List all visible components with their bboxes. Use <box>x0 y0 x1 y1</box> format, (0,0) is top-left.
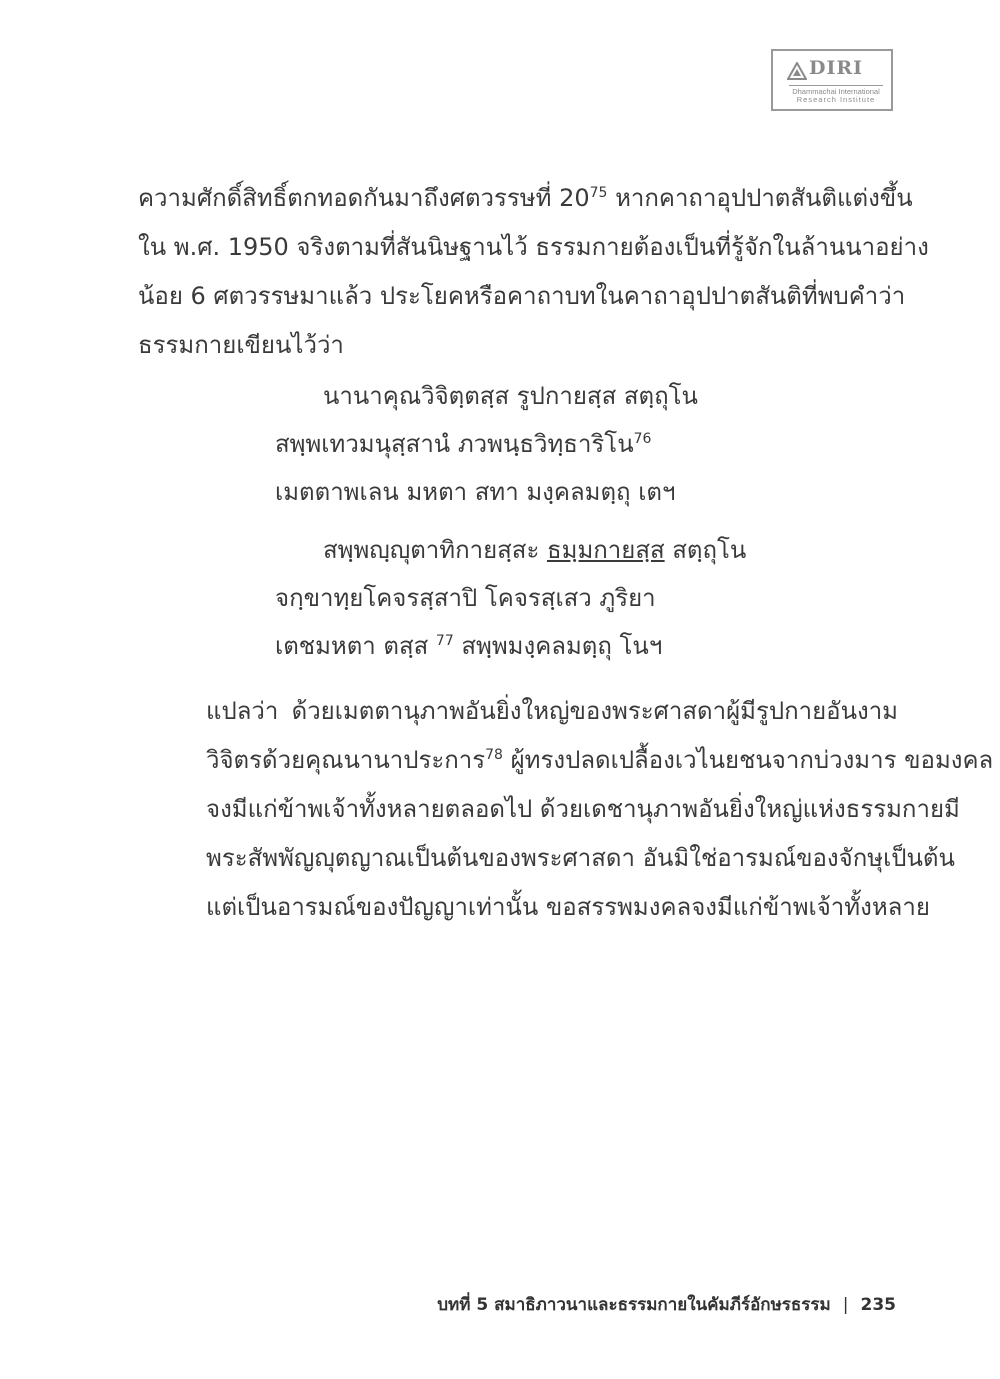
underlined-term: ธมฺมกายสฺส <box>546 536 665 564</box>
verse-1-line-1: นานาคุณวิจิตฺตสฺส รูปกายสฺส สตฺถุโน <box>323 382 698 410</box>
page-footer <box>437 1291 896 1318</box>
footnote-ref-76[interactable]: 76 <box>633 431 652 447</box>
paragraph-2 <box>138 687 994 932</box>
paragraph-2-line-4: พระสัพพัญญุตญาณเป็นต้นของพระศาสดา อันมิใช่อารมณ์ของจักษุเป็นต้น <box>206 844 955 872</box>
logo-name: DIRI <box>809 57 864 79</box>
logo-subtitle-1: Dhammachai International <box>789 85 883 96</box>
logo-subtitle-2: Research Institute <box>796 95 876 104</box>
paragraph-1-line-3: น้อย 6 ศตวรรษมาแล้ว ประโยคหรือคาถาบทในคาถาอุปปาตสันติที่พบคำว่า <box>138 282 906 310</box>
paragraph-1 <box>138 174 929 370</box>
footnote-ref-77[interactable]: 77 <box>435 633 454 649</box>
verse-2-line-2: จกฺขาทฺยโคจรสฺสาปิ โคจรสฺเสว ภูริยา <box>275 584 656 612</box>
paragraph-2-line-3: จงมีแก่ข้าพเจ้าทั้งหลายตลอดไป ด้วยเดชานุภาพอันยิ่งใหญ่แห่งธรรมกายมี <box>206 795 960 823</box>
page-number: 235 <box>860 1295 896 1315</box>
verse-1-line-2: สพฺพเทวมนุสฺสานํ ภวพนฺธวิทฺธาริโน$^{76}$ <box>275 430 652 458</box>
verse-1-line-3: เมตตาพเลน มหตา สทา มงฺคลมตฺถุ เตฯ <box>275 478 676 506</box>
paragraph-1-line-4: ธรรมกายเขียนไว้ว่า <box>138 331 344 359</box>
footnote-ref-78[interactable]: 78 <box>485 747 503 763</box>
footer-separator: | <box>842 1295 849 1315</box>
triangle-icon <box>787 62 807 80</box>
paragraph-2-line-1: แปลว่า ด้วยเมตตานุภาพอันยิ่งใหญ่ของพระศาสดาผู้มีรูปกายอันงาม <box>206 697 898 725</box>
footnote-ref-75[interactable]: 75 <box>589 185 608 201</box>
chapter-title: บทที่ 5 สมาธิภาวนาและธรรมกายในคัมภีร์อักษรธรรม <box>437 1295 831 1315</box>
verse-2-line-3: เตชมหตา ตสฺส $^{77}$ สพฺพมงฺคลมตฺถุ โนฯ <box>275 632 663 660</box>
paragraph-2-line-2: วิจิตรด้วยคุณนานาประการ$^{78}$ ผู้ทรงปลดเปลื้องเวไนยชนจากบ่วงมาร ขอมงคล <box>206 746 994 774</box>
diri-logo <box>771 49 893 111</box>
verse-2-line-1: สพฺพญฺญุตาทิกายสฺสะ ธมฺมกายสฺส สตฺถุโน <box>323 536 747 564</box>
paragraph-1-line-1: ความศักดิ์สิทธิ์ตกทอดกันมาถึงศตวรรษที่ $20^{75}$ หากคาถาอุปปาตสันติแต่งขึ้น <box>138 184 913 212</box>
paragraph-2-line-5: แต่เป็นอารมณ์ของปัญญาเท่านั้น ขอสรรพมงคลจงมีแก่ข้าพเจ้าทั้งหลาย <box>206 893 930 921</box>
paragraph-1-line-2: ใน พ.ศ. 1950 จริงตามที่สันนิษฐานไว้ ธรรมกายต้องเป็นที่รู้จักในล้านนาอย่าง <box>138 233 929 261</box>
